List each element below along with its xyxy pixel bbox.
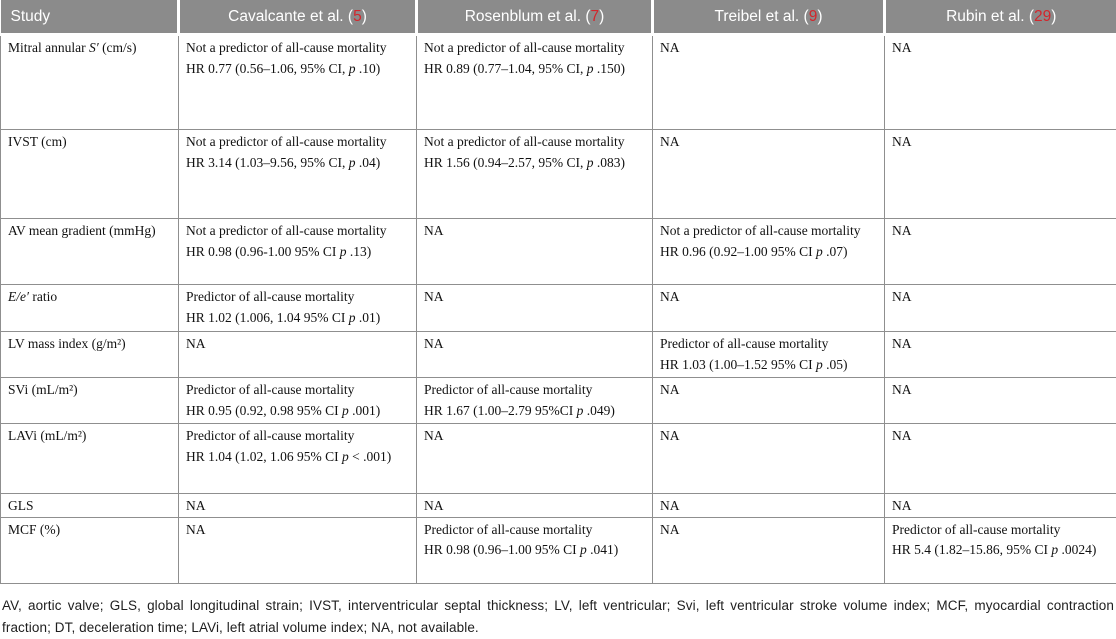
table-row: [1, 219, 1116, 285]
result-cell: NA: [653, 35, 885, 130]
citation-ref[interactable]: 7: [590, 8, 599, 25]
result-cell: NA: [653, 494, 885, 518]
measure-cell: AV mean gradient (mmHg): [1, 219, 179, 285]
measure-cell: SVi (mL/m²): [1, 378, 179, 424]
result-cell: NA: [653, 424, 885, 494]
result-cell: Not a predictor of all-cause mortality HR 0.89 (0.77–1.04, 95% CI, p .150): [417, 35, 653, 130]
result-cell: Predictor of all-cause mortality HR 1.03 (1.00–1.52 95% CI p .05): [653, 332, 885, 378]
column-header-label: Cavalcante et al.: [228, 8, 343, 25]
result-cell: NA: [885, 494, 1116, 518]
result-cell: NA: [417, 424, 653, 494]
measure-cell: IVST (cm): [1, 130, 179, 219]
column-header-rubin-et-al: Rubin et al. (29): [885, 0, 1116, 35]
column-header-rosenblum-et-al: Rosenblum et al. (7): [417, 0, 653, 35]
result-cell: NA: [885, 424, 1116, 494]
table-row: [1, 517, 1116, 583]
result-cell: NA: [653, 130, 885, 219]
result-cell: NA: [417, 332, 653, 378]
result-cell: Predictor of all-cause mortality HR 1.04 (1.02, 1.06 95% CI p < .001): [179, 424, 417, 494]
measure-cell: MCF (%): [1, 517, 179, 583]
column-header-study: [1, 0, 179, 35]
result-cell: NA: [179, 494, 417, 518]
measure-cell: LV mass index (g/m²): [1, 332, 179, 378]
result-cell: Predictor of all-cause mortality HR 1.67 (1.00–2.79 95%CI p .049): [417, 378, 653, 424]
table-row: [1, 424, 1116, 494]
column-header-treibel-et-al: Treibel et al. (9): [653, 0, 885, 35]
result-cell: Not a predictor of all-cause mortality HR 3.14 (1.03–9.56, 95% CI, p .04): [179, 130, 417, 219]
citation-ref[interactable]: 29: [1034, 8, 1051, 25]
result-cell: NA: [179, 517, 417, 583]
result-cell: NA: [417, 219, 653, 285]
result-cell: Predictor of all-cause mortality HR 0.98 (0.96–1.00 95% CI p .041): [417, 517, 653, 583]
citation-ref[interactable]: 9: [809, 8, 818, 25]
result-cell: NA: [885, 219, 1116, 285]
citation-ref[interactable]: 5: [353, 8, 362, 25]
result-cell: NA: [885, 332, 1116, 378]
table-row: [1, 285, 1116, 332]
column-header-label: Rosenblum et al.: [465, 8, 581, 25]
column-header-cavalcante-et-al: Cavalcante et al. (5): [179, 0, 417, 35]
result-cell: Not a predictor of all-cause mortality HR 1.56 (0.94–2.57, 95% CI, p .083): [417, 130, 653, 219]
result-cell: Not a predictor of all-cause mortality HR 0.98 (0.96-1.00 95% CI p .13): [179, 219, 417, 285]
result-cell: NA: [885, 378, 1116, 424]
result-cell: NA: [885, 130, 1116, 219]
table-row: [1, 378, 1116, 424]
table-row: [1, 130, 1116, 219]
result-cell: Predictor of all-cause mortality HR 5.4 (1.82–15.86, 95% CI p .0024): [885, 517, 1116, 583]
measure-cell: E/e′ ratio: [1, 285, 179, 332]
result-cell: NA: [179, 332, 417, 378]
column-header-label: Rubin et al.: [946, 8, 1024, 25]
result-cell: Not a predictor of all-cause mortality HR 0.96 (0.92–1.00 95% CI p .07): [653, 219, 885, 285]
table-header: [1, 0, 1116, 35]
table-row: [1, 332, 1116, 378]
result-cell: NA: [653, 517, 885, 583]
result-cell: Predictor of all-cause mortality HR 1.02 (1.006, 1.04 95% CI p .01): [179, 285, 417, 332]
measure-cell: GLS: [1, 494, 179, 518]
measure-cell: LAVi (mL/m²): [1, 424, 179, 494]
table-row: [1, 35, 1116, 130]
result-cell: NA: [653, 378, 885, 424]
column-header-label: Treibel et al.: [715, 8, 800, 25]
result-cell: NA: [885, 285, 1116, 332]
result-cell: NA: [653, 285, 885, 332]
result-cell: NA: [417, 285, 653, 332]
table-row: [1, 494, 1116, 518]
result-cell: NA: [417, 494, 653, 518]
result-cell: Predictor of all-cause mortality HR 0.95 (0.92, 0.98 95% CI p .001): [179, 378, 417, 424]
result-cell: NA: [885, 35, 1116, 130]
result-cell: Not a predictor of all-cause mortality HR 0.77 (0.56–1.06, 95% CI, p .10): [179, 35, 417, 130]
measure-cell: Mitral annular S′ (cm/s): [1, 35, 179, 130]
column-header-label: Study: [11, 8, 51, 25]
table-footnote: AV, aortic valve; GLS, global longitudinal strain; IVST, interventricular septal thickness; LV, left ventricular; Svi, left ventricular stroke volume index; MCF, myocardial contraction fraction; DT, deceleration time; LAVi, left atrial volume index; NA, not available.: [2, 595, 1114, 639]
header-row: [1, 0, 1116, 35]
